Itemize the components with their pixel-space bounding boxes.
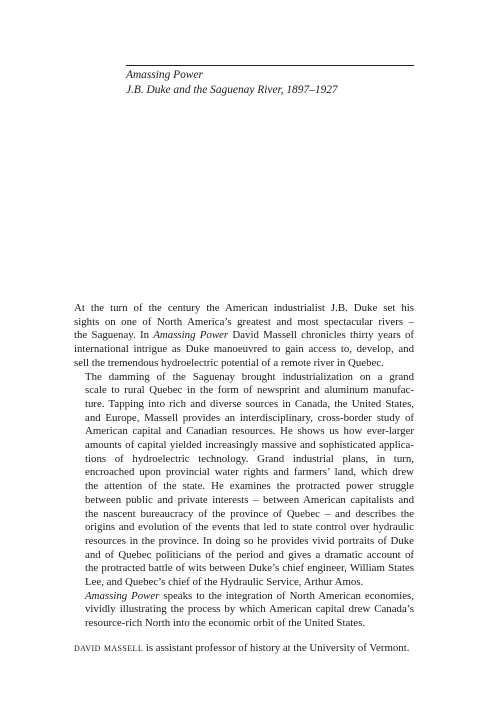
- text-line: the protracted battle of wits between Duke’s chief engineer, William States: [85, 562, 414, 575]
- text-line: and Europe, Massell provides an interdisciplinary, cross-border study of: [85, 411, 414, 424]
- header-block: [126, 68, 426, 98]
- author-name: david massell: [74, 641, 144, 654]
- header-rule: [126, 65, 414, 66]
- text-line: origins and evolution of the events that led to state control over hydraulic: [85, 521, 414, 534]
- text-line: resources in the province. In doing so he provides vivid portraits of Duke: [85, 534, 414, 547]
- paragraph-3: [74, 590, 414, 631]
- text-line: international intrigue as Duke manoeuvred to gain access to, develop, and: [74, 343, 414, 356]
- text-line: Amassing Power speaks to the integration of North American economies,: [85, 589, 414, 602]
- text-line: The damming of the Saguenay brought industrialization on a grand: [85, 370, 414, 383]
- text-line: ture. Tapping into rich and diverse sources in Canada, the United States,: [85, 397, 414, 410]
- book-title-italic: Amassing Power: [85, 589, 160, 602]
- text-line: tions of hydroelectric technology. Grand industrial plans, in turn,: [85, 452, 414, 465]
- author-bio-text: is assistant professor of history at the University of Vermont.: [143, 641, 410, 654]
- text-line: resource-rich North into the economic orbit of the United States.: [85, 617, 366, 630]
- text-line: sights on one of North America’s greatest and most spectacular rivers –: [74, 315, 414, 328]
- text-line: the attention of the state. He examines the protracted power struggle: [85, 480, 414, 493]
- book-subtitle: J.B. Duke and the Saguenay River, 1897–1927: [126, 84, 338, 96]
- text-line: and of Quebec politicians of the period and gives a dramatic account of: [85, 548, 414, 561]
- text-line: the nascent bureaucracy of the province of Quebec – and describes the: [85, 507, 414, 520]
- paragraph-1: [74, 302, 414, 371]
- text-line: At the turn of the century the American industrialist J.B. Duke set his: [74, 302, 414, 314]
- book-title-italic: Amassing Power: [153, 329, 229, 342]
- text-line: American capital and Canadian resources. He shows us how ever-larger: [85, 425, 414, 438]
- text-line: between public and private interests – between American capitalists and: [85, 493, 414, 506]
- text-line: amounts of capital yielded increasingly massive and sophisticated applica-: [85, 439, 414, 452]
- text-line: Lee, and Quebec’s chief of the Hydraulic Service, Arthur Amos.: [85, 576, 364, 589]
- book-title: Amassing Power: [126, 69, 203, 81]
- text-line: vividly illustrating the process by which American capital drew Canada’s: [85, 603, 414, 616]
- paragraph-2: [74, 371, 414, 590]
- text-line: encroached upon provincial water rights and farmers’ land, which drew: [85, 466, 414, 479]
- text-line: scale to rural Quebec in the form of newsprint and aluminum manufac-: [85, 384, 414, 397]
- text-line: the Saguenay. In Amassing Power David Massell chronicles thirty years of: [74, 329, 415, 342]
- text-line: sell the tremendous hydroelectric potential of a remote river in Quebec.: [74, 356, 384, 369]
- book-description: [74, 302, 414, 656]
- author-bio: [74, 642, 414, 656]
